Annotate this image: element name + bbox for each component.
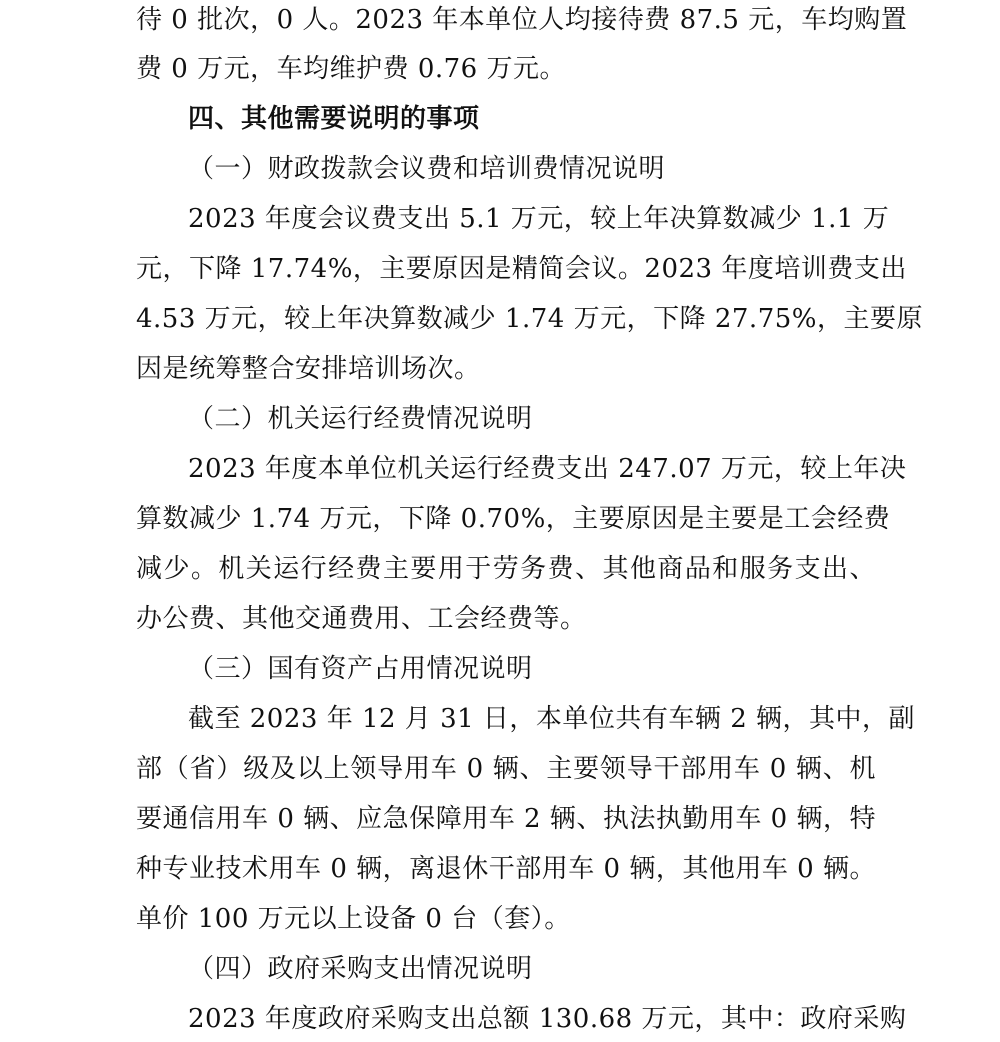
subsection-heading: （四）政府采购支出情况说明 [188, 954, 533, 984]
subsection-heading: （二）机关运行经费情况说明 [188, 404, 533, 434]
paragraph-line: 待 0 批次，0 人。2023 年本单位人均接待费 87.5 元，车均购置 [136, 5, 908, 35]
paragraph-line: 算数减少 1.74 万元，下降 0.70%，主要原因是主要是工会经费 [136, 504, 891, 534]
subsection-heading: （一）财政拨款会议费和培训费情况说明 [188, 154, 666, 184]
paragraph-line: 办公费、其他交通费用、工会经费等。 [136, 604, 587, 634]
paragraph-line: 元，下降 17.74%，主要原因是精简会议。2023 年度培训费支出 [136, 254, 907, 284]
paragraph-line: 减少。机关运行经费主要用于劳务费、其他商品和服务支出、 [136, 554, 876, 584]
paragraph-line: 单价 100 万元以上设备 0 台（套）。 [136, 904, 571, 934]
paragraph-line: 种专业技术用车 0 辆，离退休干部用车 0 辆，其他用车 0 辆。 [136, 854, 876, 884]
paragraph-line: 2023 年度政府采购支出总额 130.68 万元，其中：政府采购 [188, 1004, 907, 1034]
paragraph-line: 4.53 万元，较上年决算数减少 1.74 万元，下降 27.75%，主要原 [136, 304, 923, 334]
paragraph-line: 截至 2023 年 12 月 31 日，本单位共有车辆 2 辆，其中，副 [188, 704, 915, 734]
paragraph-line: 要通信用车 0 辆、应急保障用车 2 辆、执法执勤用车 0 辆，特 [136, 804, 876, 834]
subsection-heading: （三）国有资产占用情况说明 [188, 654, 533, 684]
paragraph-line: 2023 年度会议费支出 5.1 万元，较上年决算数减少 1.1 万 [188, 204, 890, 234]
section-heading: 四、其他需要说明的事项 [188, 104, 480, 134]
paragraph-line: 部（省）级及以上领导用车 0 辆、主要领导干部用车 0 辆、机 [136, 754, 876, 784]
paragraph-line: 因是统筹整合安排培训场次。 [136, 354, 481, 384]
paragraph-line: 费 0 万元，车均维护费 0.76 万元。 [136, 54, 566, 84]
paragraph-line: 2023 年度本单位机关运行经费支出 247.07 万元，较上年决 [188, 454, 907, 484]
